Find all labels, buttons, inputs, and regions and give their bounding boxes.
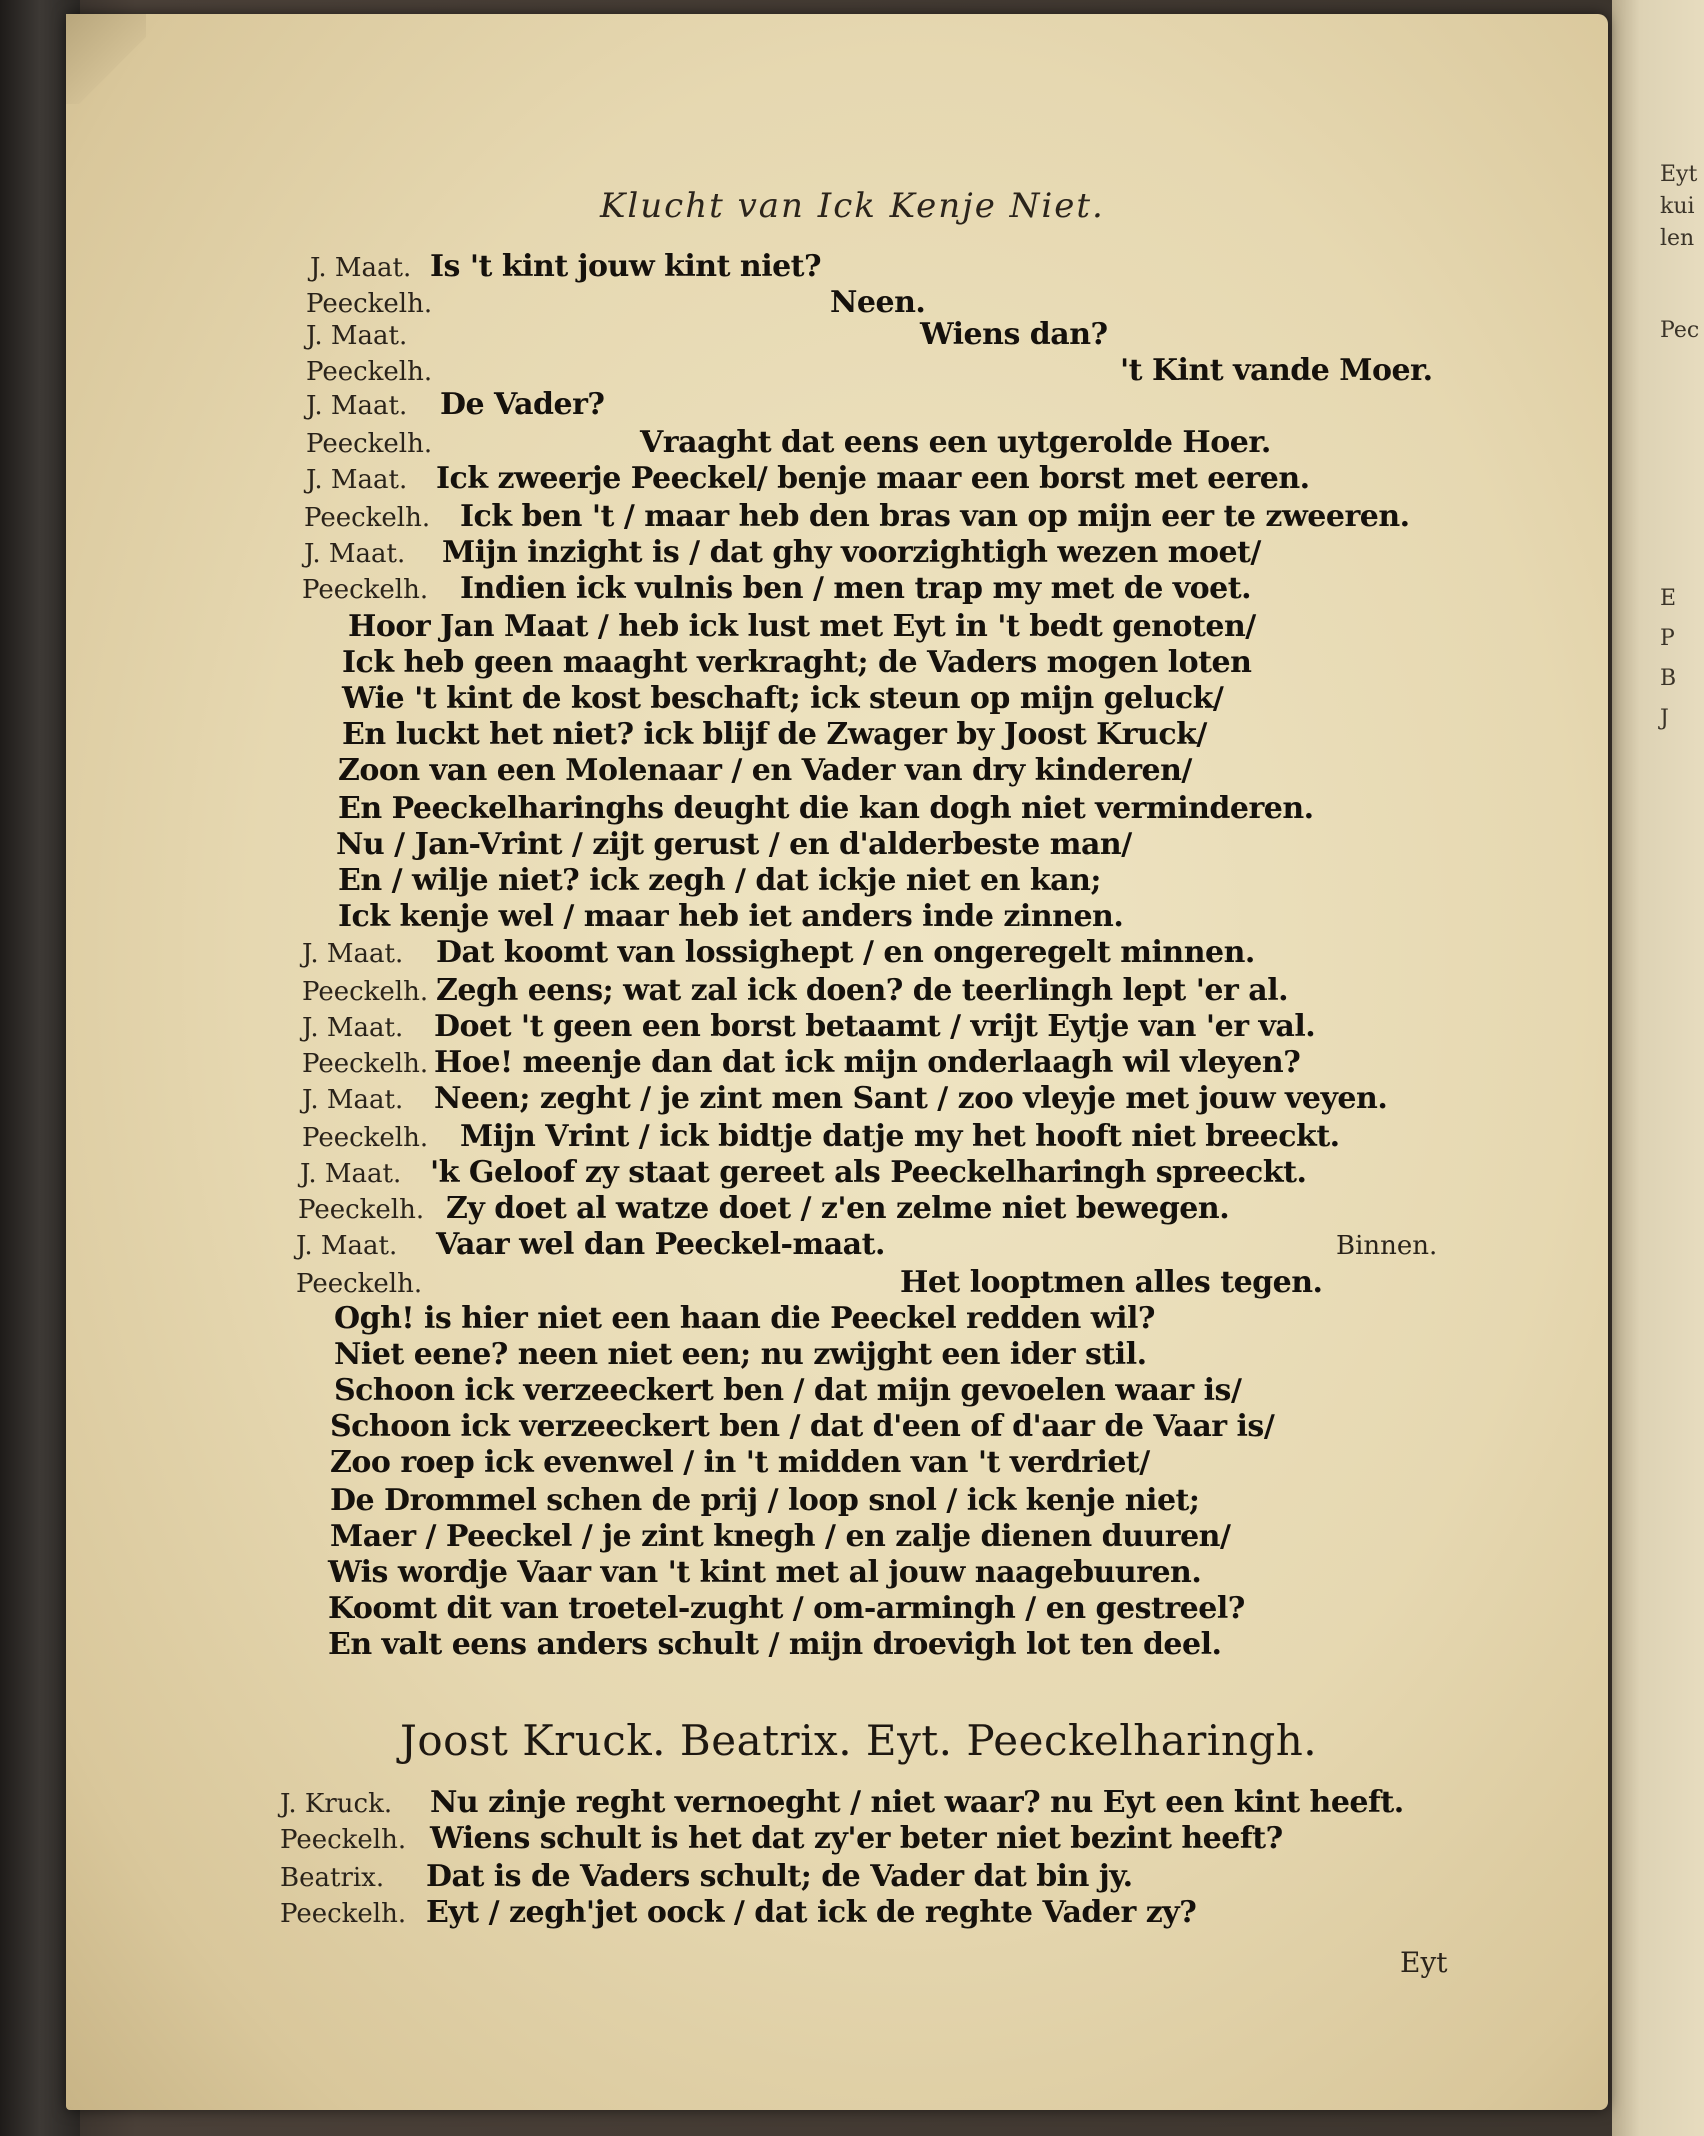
verse-line: Het looptmen alles tegen. [900,1265,1323,1300]
verse-line: Is 't kint jouw kint niet? [430,249,822,284]
verse-line: Mijn Vrint / ick bidtje datje my het hooft niet breeckt. [460,1119,1340,1154]
speaker-name: Peeckelh. [306,357,433,387]
verse-line: 't Kint vande Moer. [1120,353,1433,388]
verse-line: Wie 't kint de kost beschaft; ick steun op mijn geluck/ [342,681,1224,716]
verse-line: Mijn inzight is / dat ghy voorzightigh wezen moet/ [442,535,1261,570]
speaker-name: Beatrix. [280,1863,385,1893]
verse-line: Zegh eens; wat zal ick doen? de teerlingh lept 'er al. [436,973,1289,1008]
speaker-name: Peeckelh. [296,1269,423,1299]
speaker-name: J. Maat. [302,1085,404,1115]
speaker-name: Peeckelh. [306,289,433,319]
scene-heading: Joost Kruck. Beatrix. Eyt. Peeckelharingh. [400,1716,1318,1765]
facing-page-fragment: len [1660,226,1695,251]
verse-line: Doet 't geen een borst betaamt / vrijt Eytje van 'er val. [434,1009,1316,1044]
speaker-name: Peeckelh. [302,977,429,1007]
verse-line: De Drommel schen de prij / loop snol / ick kenje niet; [330,1483,1200,1518]
speaker-name: J. Maat. [306,391,408,421]
facing-page-fragment: P [1660,626,1675,651]
worn-page-corner [66,14,146,104]
verse-line: Neen. [830,285,926,320]
verse-line: Zoo roep ick evenwel / in 't midden van 't verdriet/ [330,1445,1150,1480]
verse-line: Dat koomt van lossighept / en ongeregelt minnen. [436,935,1255,970]
verse-line: Vaar wel dan Peeckel-maat. [436,1227,885,1262]
verse-line: Ick ben 't / maar heb den bras van op mijn eer te zweeren. [460,499,1410,534]
verse-line: Niet eene? neen niet een; nu zwijght een ider stil. [334,1337,1147,1372]
verse-line: De Vader? [440,387,605,422]
speaker-name: Peeckelh. [304,503,431,533]
verse-line: Nu / Jan-Vrint / zijt gerust / en d'alderbeste man/ [336,827,1132,862]
speaker-name: Peeckelh. [298,1195,425,1225]
verse-line: Schoon ick verzeeckert ben / dat mijn gevoelen waar is/ [334,1373,1242,1408]
speaker-name: Peeckelh. [302,1049,429,1079]
facing-page-fragment: E [1660,586,1677,611]
speaker-name: J. Maat. [306,465,408,495]
verse-line: Neen; zeght / je zint men Sant / zoo vleyje met jouw veyen. [434,1081,1388,1116]
verse-line: En / wilje niet? ick zegh / dat ickje niet en kan; [338,863,1101,898]
speaker-name: J. Maat. [302,939,404,969]
speaker-name: J. Maat. [304,539,406,569]
verse-line: Wis wordje Vaar van 't kint met al jouw naagebuuren. [328,1555,1202,1590]
speaker-name: Peeckelh. [302,575,429,605]
facing-page-fragment: B [1660,666,1677,691]
speaker-name: Peeckelh. [302,1123,429,1153]
verse-line: Ogh! is hier niet een haan die Peeckel redden wil? [334,1301,1155,1336]
verse-line: En luckt het niet? ick blijf de Zwager by Joost Kruck/ [342,717,1207,752]
stage-direction: Binnen. [1336,1231,1438,1261]
speaker-name: J. Maat. [296,1231,398,1261]
verse-line: Schoon ick verzeeckert ben / dat d'een of d'aar de Vaar is/ [330,1409,1275,1444]
verse-line: Ick zweerje Peeckel/ benje maar een borst met eeren. [436,461,1310,496]
verse-line: Ick heb geen maaght verkraght; de Vaders mogen loten [342,645,1252,680]
verse-line: Zoon van een Molenaar / en Vader van dry kinderen/ [338,753,1192,788]
facing-page-fragment: Pec [1660,318,1700,343]
running-title: Klucht van Ick Kenje Niet. [600,186,1105,226]
verse-line: Koomt dit van troetel-zught / om-armingh / en gestreel? [328,1591,1245,1626]
verse-line: Dat is de Vaders schult; de Vader dat bin jy. [426,1859,1133,1894]
facing-page-fragment: kui [1660,194,1695,219]
verse-line: En Peeckelharinghs deught die kan dogh niet verminderen. [338,791,1314,826]
speaker-name: Peeckelh. [280,1825,407,1855]
speaker-name: J. Maat. [310,253,412,283]
verse-line: Wiens dan? [920,317,1108,352]
facing-page-fragment: J [1660,706,1669,731]
facing-page-fragment: Eyt [1660,162,1698,187]
speaker-name: J. Kruck. [280,1789,393,1819]
speaker-name: J. Maat. [300,1159,402,1189]
verse-line: Maer / Peeckel / je zint knegh / en zalje dienen duuren/ [330,1519,1231,1554]
catchword: Eyt [1400,1946,1448,1979]
speaker-name: Peeckelh. [280,1899,407,1929]
verse-line: Hoe! meenje dan dat ick mijn onderlaagh wil vleyen? [434,1045,1301,1080]
verse-line: Wiens schult is het dat zy'er beter niet bezint heeft? [430,1821,1283,1856]
verse-line: En valt eens anders schult / mijn droevigh lot ten deel. [328,1627,1222,1662]
verse-line: Vraaght dat eens een uytgerolde Hoer. [640,425,1271,460]
verse-line: 'k Geloof zy staat gereet als Peeckelharingh spreeckt. [430,1155,1307,1190]
verse-line: Ick kenje wel / maar heb iet anders inde zinnen. [338,899,1124,934]
speaker-name: Peeckelh. [306,429,433,459]
speaker-name: J. Maat. [302,1013,404,1043]
verse-line: Zy doet al watze doet / z'en zelme niet bewegen. [446,1191,1230,1226]
verse-line: Nu zinje reght vernoeght / niet waar? nu Eyt een kint heeft. [430,1785,1404,1820]
verse-line: Indien ick vulnis ben / men trap my met de voet. [460,571,1252,606]
verse-line: Hoor Jan Maat / heb ick lust met Eyt in 't bedt genoten/ [348,609,1256,644]
speaker-name: J. Maat. [306,321,408,351]
verse-line: Eyt / zegh'jet oock / dat ick de reghte Vader zy? [426,1895,1197,1930]
